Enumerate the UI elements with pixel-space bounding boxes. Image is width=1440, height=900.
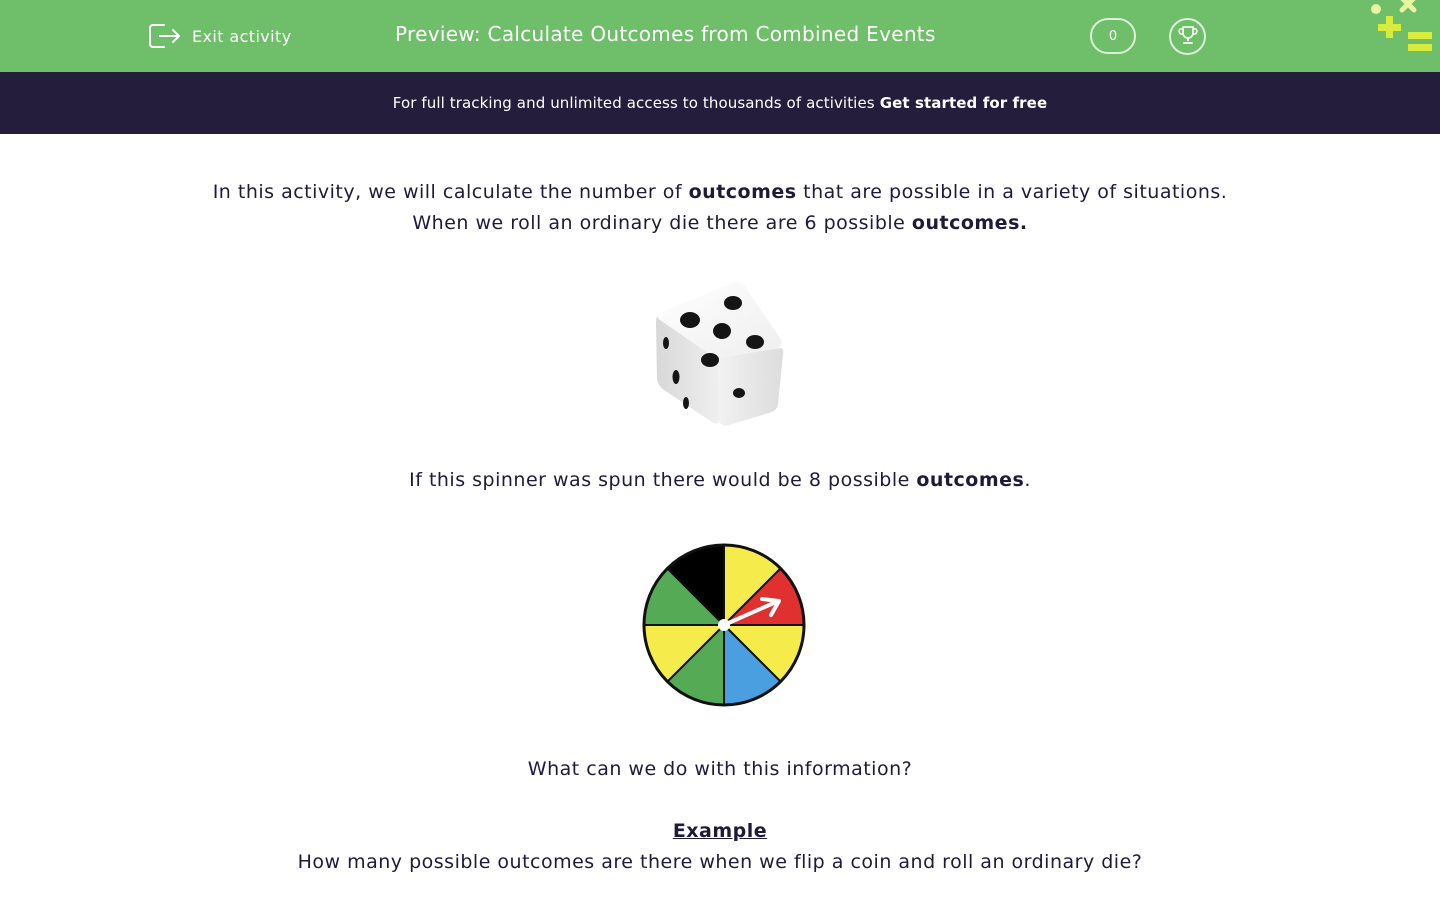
outcomes-keyword: outcomes — [688, 181, 797, 203]
intro-text: that are possible in a variety of situations. — [796, 181, 1228, 203]
banner-text: For full tracking and unlimited access to thousands of activities — [392, 94, 875, 112]
spinner-hub — [718, 619, 730, 631]
intro-paragraph — [0, 177, 1440, 239]
score-badge: 0 — [1090, 18, 1136, 54]
intro-line-1 — [0, 177, 1440, 208]
intro-text: When we roll an ordinary die there are 6 possible — [412, 212, 912, 234]
spinner-paragraph — [0, 465, 1440, 496]
spinner-image — [640, 541, 808, 713]
exit-icon — [148, 21, 182, 51]
intro-text: In this activity, we will calculate the number of — [212, 181, 689, 203]
get-started-link[interactable]: Get started for free — [879, 94, 1048, 112]
spinner-text: If this spinner was spun there would be 8 possible — [409, 469, 917, 491]
page-title: Preview: Calculate Outcomes from Combined Events — [395, 22, 936, 46]
example-heading: Example — [672, 820, 768, 842]
intro-line-2 — [0, 208, 1440, 239]
outcomes-keyword: outcomes. — [911, 212, 1028, 234]
outcomes-keyword: outcomes — [916, 469, 1025, 491]
spinner-text: . — [1024, 469, 1031, 491]
exit-activity-button[interactable] — [148, 20, 292, 52]
signup-banner — [0, 72, 1440, 134]
example-question: How many possible outcomes are there when we flip a coin and roll an ordinary die? — [297, 851, 1143, 873]
question-text: What can we do with this information? — [527, 758, 913, 780]
brand-logo — [1366, 0, 1440, 60]
exit-activity-label: Exit activity — [192, 26, 292, 46]
top-bar — [0, 0, 1440, 72]
die-image — [648, 276, 788, 435]
trophy-icon — [1177, 24, 1199, 50]
trophy-button[interactable] — [1169, 18, 1206, 55]
example-block — [0, 816, 1440, 878]
